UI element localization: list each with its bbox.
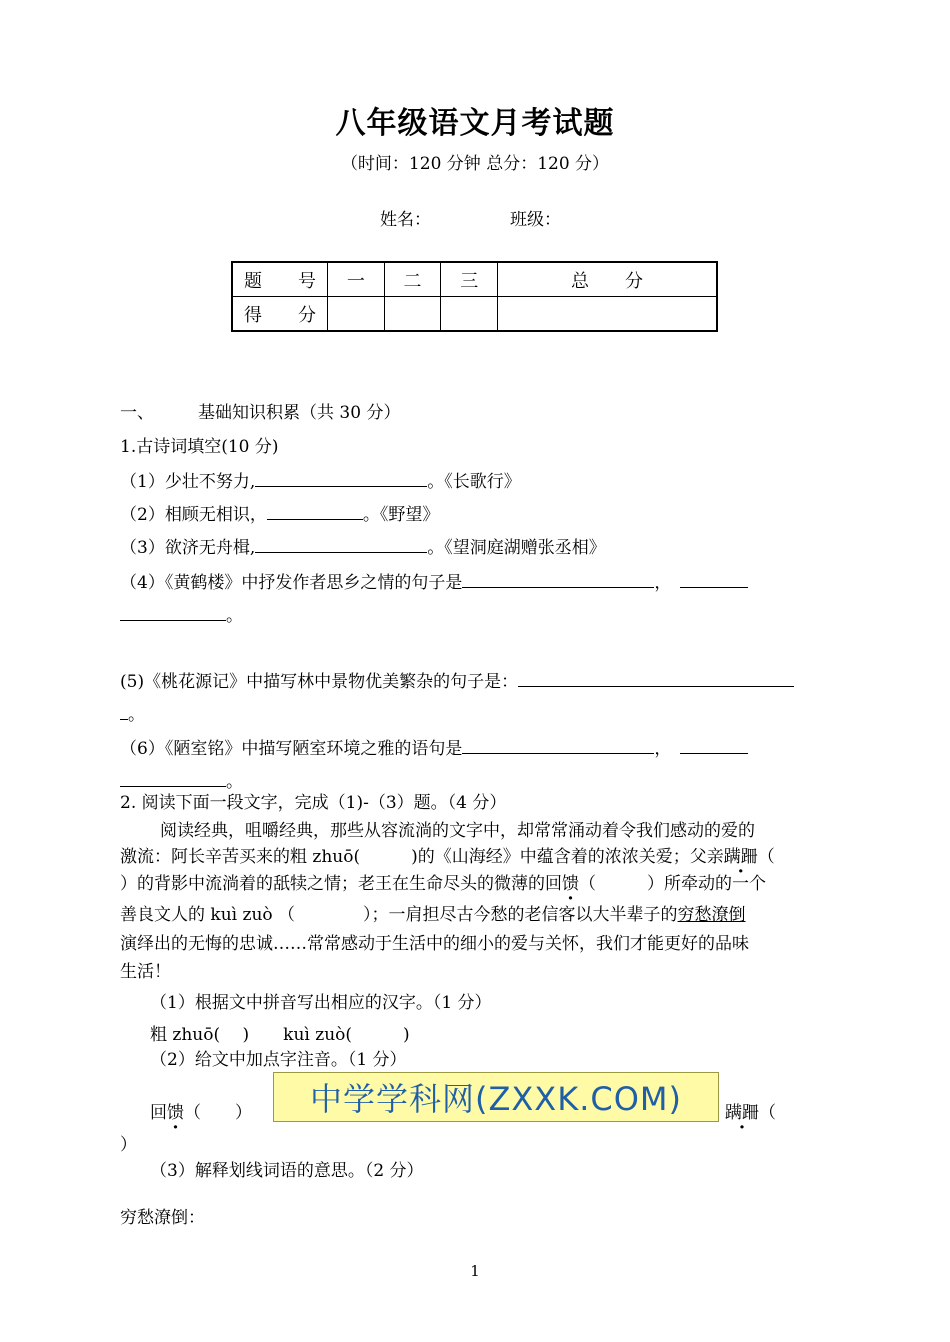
answer-blank[interactable] [680, 570, 748, 588]
question-text: 。《长歌行》 [427, 472, 521, 492]
answer-blank[interactable] [462, 736, 654, 754]
answer-blank[interactable] [120, 702, 128, 720]
q2-sub3: （3）解释划线词语的意思。（2 分） [150, 1161, 424, 1181]
table-cell: 总 分 [498, 262, 717, 297]
page-number: 1 [470, 1262, 480, 1280]
answer-blank[interactable] [680, 736, 748, 754]
answer-text: （ [759, 1103, 776, 1123]
q1-item1 [120, 469, 521, 493]
passage-line [120, 904, 746, 926]
question-text: （6）《陋室铭》中描写陋室环境之雅的语句是 [120, 739, 463, 759]
answer-blank[interactable] [267, 502, 363, 520]
q1-item4 [120, 570, 748, 594]
passage-text: （ ）所牵动的一个 [579, 874, 766, 894]
q1-item6-cont [120, 769, 243, 793]
section-number: 一、 [120, 403, 154, 423]
passage-text: 激流：阿长辛苦买来的粗 zhuō( )的《山海经》中蕴含着的浓浓关爱；父亲 [120, 847, 724, 867]
question-text: 。《望洞庭湖赠张丞相》 [427, 538, 606, 558]
q1-item3 [120, 535, 606, 559]
question-text: 。《野望》 [362, 505, 440, 525]
answer-blank[interactable] [462, 570, 654, 588]
section-heading: 基础知识积累（共 30 分） [198, 403, 401, 423]
passage-line: 阅读经典，咀嚼经典，那些从容流淌的文字中，却常常涌动着令我们感动的爱的 [160, 821, 755, 841]
q1-item4-cont [120, 603, 243, 627]
q1-item5-cont [120, 702, 145, 726]
answer-close-paren: ） [120, 1135, 137, 1155]
score-input-cell[interactable] [441, 297, 498, 332]
page-title: 八年级语文月考试题 [335, 106, 615, 141]
question-text: （2）相顾无相识， [120, 505, 267, 525]
table-cell: 二 [384, 262, 441, 297]
passage-line [120, 846, 775, 868]
question-text: （1）少壮不努力, [120, 472, 256, 492]
question-text: 。 [226, 772, 243, 792]
answer-blank[interactable] [255, 535, 427, 553]
question-text: 。 [226, 606, 243, 626]
q1-item5 [120, 669, 794, 693]
answer-text: （ ） [184, 1103, 252, 1123]
score-input-cell[interactable] [328, 297, 385, 332]
q1-heading: 1.古诗词填空(10 分) [120, 437, 279, 457]
watermark-logo: 中学学科网(ZXXK.COM) [273, 1072, 719, 1122]
q1-item6 [120, 736, 748, 760]
dotted-chars: 蹒跚 [725, 1103, 759, 1123]
q2-sub1-answer[interactable]: 粗 zhuō( ) kuì zuò( ) [150, 1025, 410, 1045]
table-cell: 题 号 [232, 262, 328, 297]
q2-sub3-answer[interactable]: 穷愁潦倒： [120, 1208, 205, 1228]
passage-line: 生活！ [120, 962, 171, 982]
question-text: ， [654, 739, 663, 759]
underlined-phrase: 穷愁潦倒 [677, 905, 746, 925]
table-row [232, 297, 717, 332]
passage-line [120, 873, 766, 895]
answer-blank[interactable] [255, 469, 427, 487]
passage-text: ）的背影中流淌着的舐犊之情；老王在生命尽头的微薄的回 [120, 874, 562, 894]
question-text: 。 [128, 705, 145, 725]
q2-sub2: （2）给文中加点字注音。（1 分） [150, 1050, 407, 1070]
score-input-cell[interactable] [498, 297, 717, 332]
q2-sub2-answer-2[interactable] [725, 1102, 776, 1124]
table-cell: 三 [441, 262, 498, 297]
question-text: ， [654, 573, 663, 593]
dotted-chars: 馈 [167, 1103, 184, 1123]
table-cell: 得 分 [232, 297, 328, 332]
q2-sub2-answer-1[interactable] [150, 1102, 252, 1124]
question-text: (5)《桃花源记》中描写林中景物优美繁杂的句子是： [120, 672, 519, 692]
score-input-cell[interactable] [384, 297, 441, 332]
q2-heading: 2. 阅读下面一段文字，完成（1)-（3）题。（4 分） [120, 793, 507, 813]
passage-line: 演绎出的无悔的忠诚……常常感动于生活中的细小的爱与关怀，我们才能更好的品味 [120, 934, 749, 954]
class-label: 班级： [510, 210, 561, 230]
q2-sub1: （1）根据文中拼音写出相应的汉字。（1 分） [150, 993, 492, 1013]
answer-blank[interactable] [518, 669, 794, 687]
question-text: （3）欲济无舟楫, [120, 538, 256, 558]
answer-text: 回 [150, 1103, 167, 1123]
exam-info: （时间：120 分钟 总分：120 分） [340, 154, 610, 174]
answer-blank[interactable] [120, 603, 226, 621]
passage-text: （ [757, 847, 775, 867]
question-text: （4）《黄鹤楼》中抒发作者思乡之情的句子是 [120, 573, 463, 593]
table-row [232, 262, 717, 297]
answer-blank[interactable] [120, 769, 226, 787]
passage-text: 善良文人的 kuì zuò （ ）；一肩担尽古今愁的老信客以大半辈子的 [120, 905, 678, 925]
dotted-chars: 蹒跚 [723, 847, 758, 867]
dotted-chars: 馈 [562, 874, 579, 894]
name-label: 姓名： [380, 210, 431, 230]
score-table [231, 261, 718, 332]
table-cell: 一 [328, 262, 385, 297]
q1-item2 [120, 502, 439, 526]
